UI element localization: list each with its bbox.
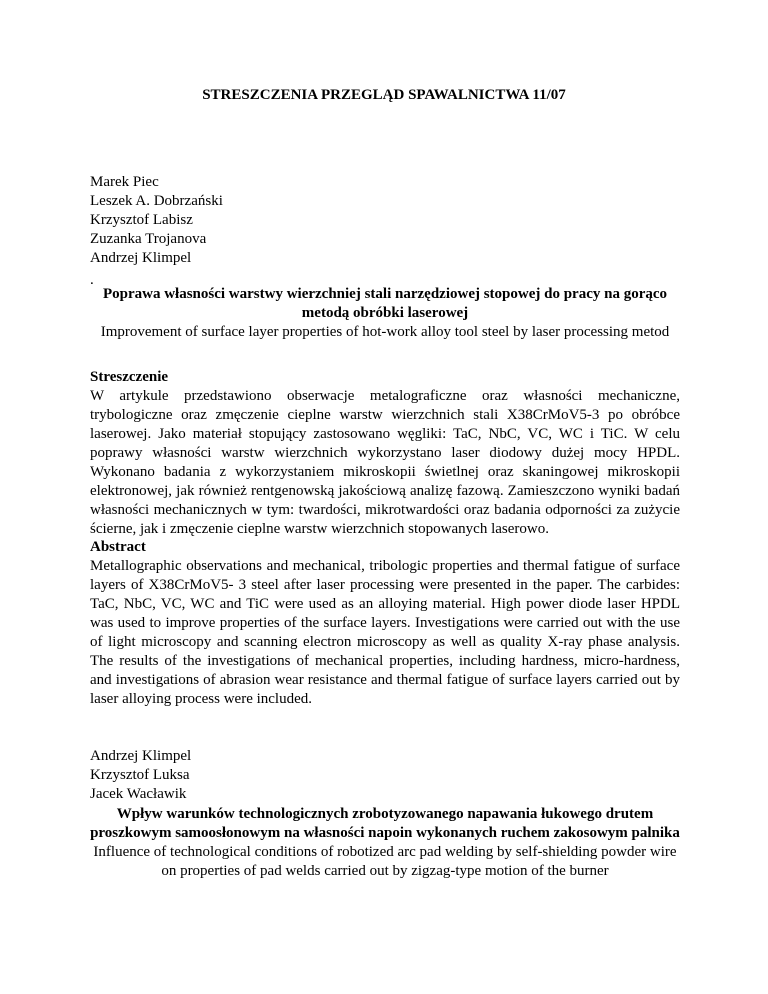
article1-title-pl: Poprawa własności warstwy wierzchniej stali narzędziowej stopowej do pracy na gorąco metodą obróbki laserowej [102, 286, 668, 321]
article1-authors [90, 173, 690, 268]
article1-title-block [88, 285, 682, 342]
author-name: Krzysztof Luksa [90, 767, 190, 783]
article2-authors [90, 747, 690, 804]
author-name: Andrzej Klimpel [90, 748, 192, 764]
abstract-section [90, 538, 680, 709]
streszczenie-section [90, 368, 680, 539]
article2-title-block [88, 805, 682, 881]
article2-title-pl: Wpływ warunków technologicznych zrobotyzowanego napawania łukowego drutem proszkowym samoosłonowym na własności napoin wykonanych ruchem zakosowym palnika [90, 806, 680, 841]
article1-title-en: Improvement of surface layer properties of hot-work alloy tool steel by laser processing metod [100, 324, 670, 340]
streszczenie-text: W artykule przedstawiono obserwacje metalograficzne oraz własności mechaniczne, trybologiczne oraz zmęczenie cieplne warstw wierzchnich stali X38CrMoV5-3 po obróbce laserowej. Jako materiał stopujący zastosowano węgliki: TaC, NbC, VC, WC i TiC. W celu poprawy własności warstw wierzchnich wykorzystano laser diodowy dużej mocy HPDL. Wykonano badania z wykorzystaniem mikroskopii świetlnej oraz skaningowej mikroskopii elektronowej, jak również rentgenowską jakościową analizę fazową. Zamieszczono wyniki badań własności mechanicznych w tym: twardości, mikrotwardości oraz badania odporności za zużycie ścierne, jak i zmęczenie cieplne warstw wierzchnich stopowanych laserowo. [90, 388, 680, 537]
author-name: Zuzanka Trojanova [90, 231, 207, 247]
abstract-text: Metallographic observations and mechanical, tribologic properties and thermal fatigue of surface layers of X38CrMoV5- 3 steel after laser processing were presented in the paper. The carbides: TaC, NbC, VC, WC and TiC were used as an alloying material. High power diode laser HPDL was used to improve properties of the surface layers. Investigations were carried out with the use of light microscopy and scanning electron microscopy as well as quality X-ray phase analysis. The results of the investigations of mechanical properties, including hardness, micro-hardness, and investigations of abrasion wear resistance and thermal fatigue of surface layers carried out by laser alloying process were included. [90, 558, 680, 707]
article2-title-en: Influence of technological conditions of robotized arc pad welding by self-shielding powder wire on properties of pad welds carried out by zigzag-type motion of the burner [93, 844, 677, 879]
abstract-heading: Abstract [90, 539, 146, 555]
author-name: Krzysztof Labisz [90, 212, 193, 228]
author-name: Jacek Wacławik [90, 786, 187, 802]
author-name: Andrzej Klimpel [90, 250, 192, 266]
document-title: STRESZCZENIA PRZEGLĄD SPAWALNICTWA 11/07 [202, 87, 566, 103]
author-name: Marek Piec [90, 174, 159, 190]
separator-dot: . [90, 272, 94, 288]
streszczenie-heading: Streszczenie [90, 369, 169, 385]
author-name: Leszek A. Dobrzański [90, 193, 223, 209]
